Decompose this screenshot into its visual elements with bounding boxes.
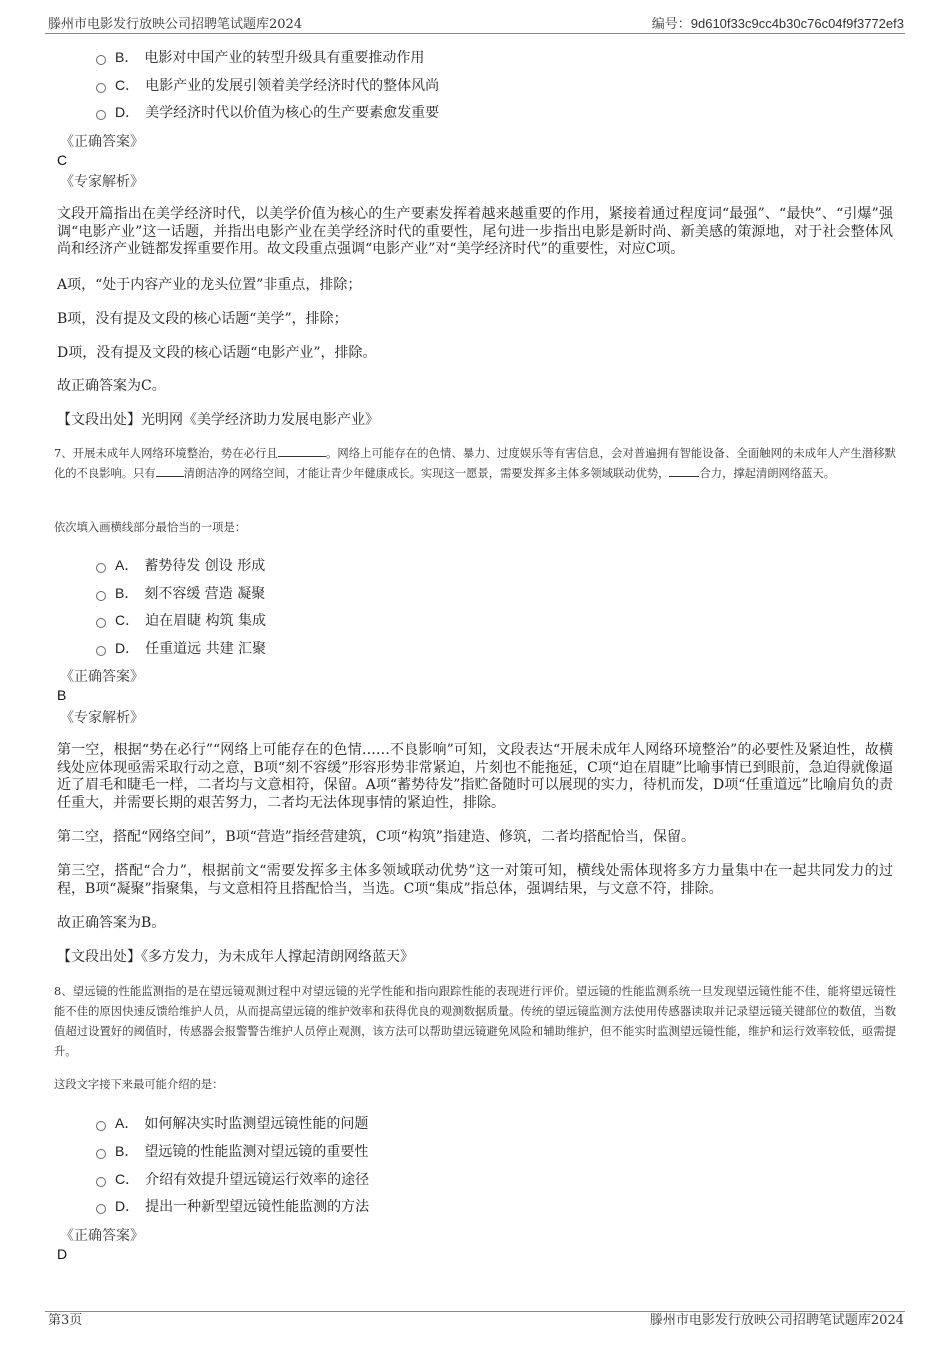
q6-answer-label: 《正确答案》 <box>60 134 144 150</box>
radio-icon[interactable] <box>96 83 106 93</box>
q6-conclusion: 故正确答案为C。 <box>57 378 166 394</box>
q7-option-d[interactable]: D． 任重道远 共建 汇聚 <box>96 638 266 659</box>
radio-icon[interactable] <box>96 646 106 656</box>
q6-analysis-d: D项，没有提及文段的核心话题“电影产业”，排除。 <box>57 345 377 361</box>
q8-option-b[interactable]: B． 望远镜的性能监测对望远镜的重要性 <box>96 1141 368 1162</box>
q7-answer: B <box>57 687 67 703</box>
footer-title: 滕州市电影发行放映公司招聘笔试题库2024 <box>649 1313 904 1328</box>
q6-analysis-label: 《专家解析》 <box>60 174 144 190</box>
q7-analysis-label: 《专家解析》 <box>60 710 144 726</box>
q7-analysis-blank2: 第二空，搭配“网络空间”，B项“营造”指经营建筑，C项“构筑”指建造、修筑，二者均搭配恰当，保留。 <box>57 829 695 845</box>
q7-analysis-blank3: 第三空，搭配“合力”，根据前文“需要发挥多主体多领域联动优势”这一对策可知，横线处需体现将多方力量集中在一起共同发力的过程，B项“凝聚”指聚集，与文意相符且搭配恰当，当选。C项“集成”指总体，强调结果，与文意不符，排除。 <box>57 863 893 897</box>
radio-icon[interactable] <box>96 563 106 573</box>
radio-icon[interactable] <box>96 1149 106 1159</box>
q7-stem: 7、开展未成年人网络环境整治，势在必行且 。网络上可能存在的色情、暴力、过度娱乐等有害信息，会对普遍拥有智能设备、全面触网的未成年人产生潜移默化的不良影响。只有 清朗洁净的网络空间，才能让青少年健康成长。实现这一愿景，需要发挥多主体多领域联动优势， 合力，撑起清朗网络蓝天。 <box>54 444 896 484</box>
q6-analysis-a: A项，“处于内容产业的龙头位置”非重点，排除； <box>57 277 362 293</box>
fill-blank <box>669 464 699 477</box>
radio-icon[interactable] <box>96 55 106 65</box>
header-title: 滕州市电影发行放映公司招聘笔试题库2024 <box>48 17 303 32</box>
page-number: 第3页 <box>48 1313 83 1328</box>
q6-option-b[interactable]: B． 电影对中国产业的转型升级具有重要推动作用 <box>96 47 424 68</box>
q7-analysis-blank1: 第一空，根据“势在必行”“网络上可能存在的色情……不良影响”可知，文段表达“开展未成年人网络环境整治”的必要性及紧迫性，故横线处应体现亟需采取行动之意，B项“刻不容缓”形容形势非常紧迫，片刻也不能拖延，C项“迫在眉睫”比喻事情已到眼前，急迫得就像逼近了眉毛和睫毛一样，二者均与文意相符，保留。A项“蓄势待发”指贮备随时可以展现的实力，待机而发，D项“任重道远”比喻肩负的责任重大，并需要长期的艰苦努力，二者均无法体现事情的紧迫性，排除。 <box>57 742 893 811</box>
fill-blank <box>278 444 326 457</box>
q6-analysis-b: B项，没有提及文段的核心话题“美学”，排除； <box>57 311 348 327</box>
q7-prompt: 依次填入画横线部分最恰当的一项是： <box>54 521 247 534</box>
q7-option-a[interactable]: A． 蓄势待发 创设 形成 <box>96 555 265 576</box>
q6-option-d[interactable]: D． 美学经济时代以价值为核心的生产要素愈发重要 <box>96 102 439 123</box>
q6-source: 【文段出处】光明网《美学经济助力发展电影产业》 <box>57 412 379 428</box>
q7-option-c[interactable]: C． 迫在眉睫 构筑 集成 <box>96 610 266 631</box>
q7-option-b[interactable]: B． 刻不容缓 营造 凝聚 <box>96 583 265 604</box>
radio-icon[interactable] <box>96 1204 106 1214</box>
radio-icon[interactable] <box>96 591 106 601</box>
q8-option-d[interactable]: D． 提出一种新型望远镜性能监测的方法 <box>96 1196 369 1217</box>
radio-icon[interactable] <box>96 1121 106 1131</box>
q8-stem: 8、望远镜的性能监测指的是在望远镜观测过程中对望远镜的光学性能和指向跟踪性能的表现进行评价。望远镜的性能监测系统一旦发现望远镜性能不佳，能将望远镜性能不佳的原因快速反馈给维护人员，从而提高望远镜的维护效率和获得优良的观测数据质量。传统的望远镜监测方法使用传感器读取并记录望远镜关键部位的数值，当数值超过设置好的阈值时，传感器会报警警告维护人员停止观测，该方法可以帮助望远镜避免风险和辅助维护，但不能实时监测望远镜性能，维护和运行效率较低，亟需提升。 <box>54 985 896 1058</box>
q8-option-c[interactable]: C． 介绍有效提升望远镜运行效率的途径 <box>96 1169 369 1190</box>
radio-icon[interactable] <box>96 618 106 628</box>
q6-option-c[interactable]: C． 电影产业的发展引领着美学经济时代的整体风尚 <box>96 75 439 96</box>
q7-source: 【文段出处】《多方发力，为未成年人撑起清朗网络蓝天》 <box>57 949 414 965</box>
q6-answer: C <box>57 152 68 168</box>
q8-option-a[interactable]: A． 如何解决实时监测望远镜性能的问题 <box>96 1113 368 1134</box>
q7-answer-label: 《正确答案》 <box>60 669 144 685</box>
q8-prompt: 这段文字接下来最可能介绍的是： <box>54 1078 224 1091</box>
header-divider <box>45 33 905 34</box>
fill-blank <box>156 464 184 477</box>
q8-answer-label: 《正确答案》 <box>60 1228 144 1244</box>
radio-icon[interactable] <box>96 1177 106 1187</box>
q6-analysis-main: 文段开篇指出在美学经济时代，以美学价值为核心的生产要素发挥着越来越重要的作用，紧接着通过程度词“最强”、“最快”、“引爆”强调“电影产业”这一话题，并指出电影产业在美学经济时代的重要性，尾句进一步指出电影是新时尚、新美感的策源地，对于社会整体风尚和经济产业链都发挥重要作用。故文段重点强调“电影产业”对“美学经济时代”的重要性，对应C项。 <box>57 206 893 257</box>
document-id: 编号：9d610f33c9cc4b30c76c04f9f3772ef3 <box>651 16 904 31</box>
q7-conclusion: 故正确答案为B。 <box>57 915 166 931</box>
radio-icon[interactable] <box>96 110 106 120</box>
q8-answer: D <box>57 1246 68 1262</box>
